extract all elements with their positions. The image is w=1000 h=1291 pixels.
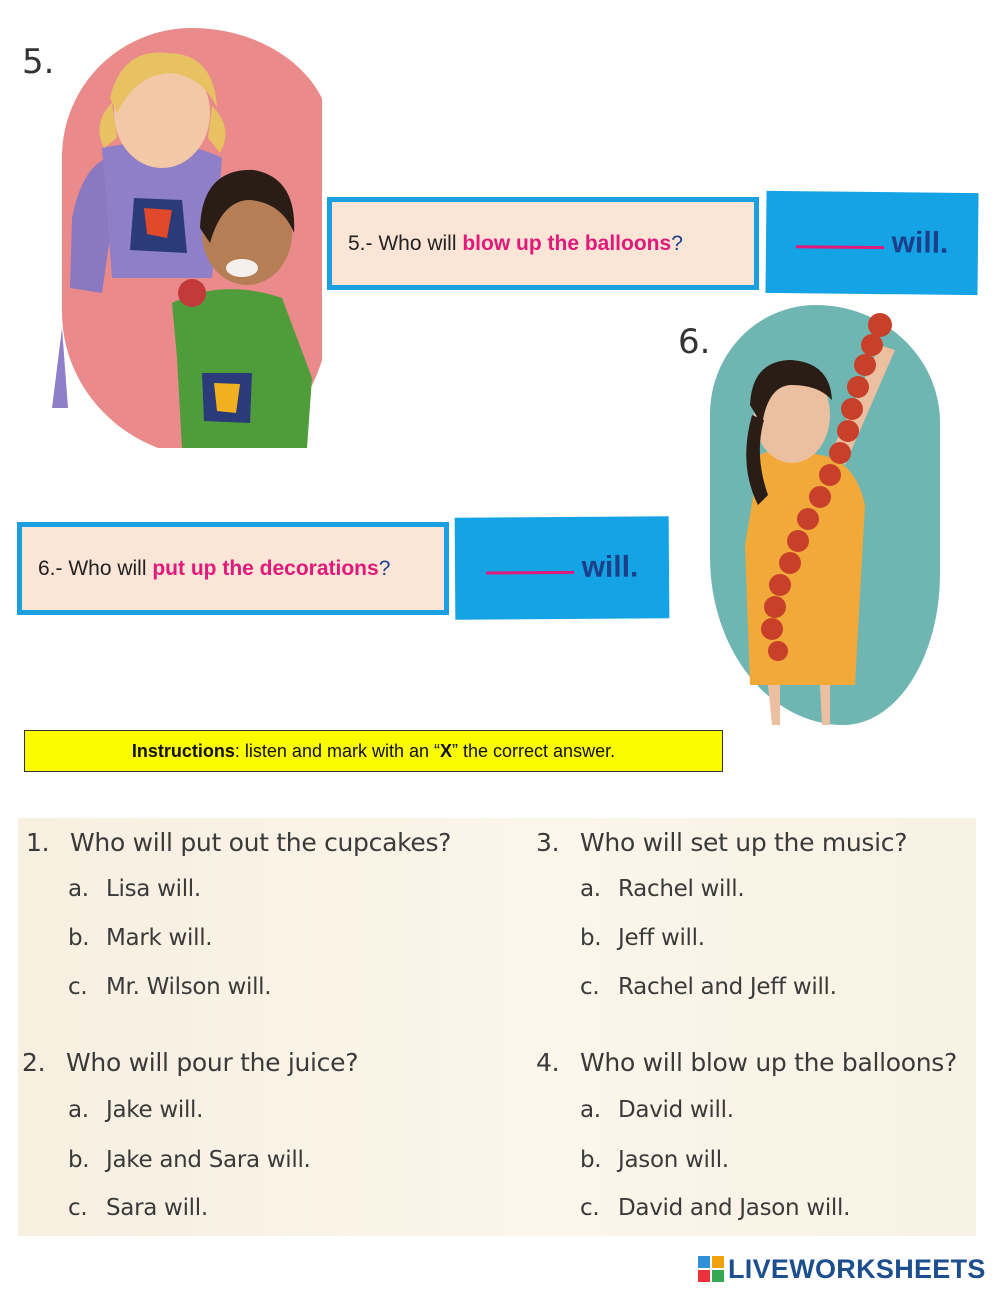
question-5-answer-blank[interactable] <box>796 245 884 249</box>
question-6-suffix: ? <box>378 556 391 580</box>
question-5-prefix: 5.- Who will <box>348 231 463 255</box>
liveworksheets-logo-text: LIVEWORKSHEETS <box>728 1253 986 1284</box>
question-6-answer-tab[interactable] <box>455 516 670 619</box>
question-5-box <box>327 197 759 290</box>
picture-6-illustration <box>680 305 950 730</box>
question-6-answer-blank[interactable] <box>486 570 574 574</box>
question-5-suffix: ? <box>671 231 683 255</box>
quiz-option-2a[interactable]: a. Jake will. <box>68 1097 204 1123</box>
quiz-option-4a[interactable]: a. David will. <box>580 1097 734 1123</box>
instructions-box <box>24 730 723 772</box>
quiz-option-2c[interactable]: c. Sara will. <box>68 1195 208 1221</box>
quiz-option-4c[interactable]: c. David and Jason will. <box>580 1195 851 1221</box>
quiz-panel <box>18 818 976 1236</box>
question-5-highlight: blow up the balloons <box>462 231 672 255</box>
quiz-question-2-text: Who will pour the juice? <box>66 1048 359 1077</box>
quiz-option-2b[interactable]: b. Jake and Sara will. <box>68 1147 311 1173</box>
quiz-question-3-text: Who will set up the music? <box>580 828 908 857</box>
quiz-option-4b[interactable]: b. Jason will. <box>580 1147 729 1173</box>
quiz-question-4-text: Who will blow up the balloons? <box>580 1048 957 1077</box>
quiz-question-1-number: 1. <box>26 828 50 857</box>
quiz-question-1-text: Who will put out the cupcakes? <box>70 828 452 857</box>
question-5-answer-tab[interactable] <box>765 191 978 295</box>
instructions-text-after: ” the correct answer. <box>452 740 616 761</box>
quiz-question-2 <box>22 1048 358 1077</box>
quiz-question-2-number: 2. <box>22 1048 46 1077</box>
question-6-prefix: 6.- Who will <box>38 556 153 580</box>
quiz-option-1c[interactable]: c. Mr. Wilson will. <box>68 974 272 1000</box>
quiz-question-3 <box>536 828 907 857</box>
quiz-question-3-number: 3. <box>536 828 560 857</box>
question-6-answer-word: will. <box>581 550 639 584</box>
quiz-question-1 <box>26 828 451 857</box>
picture-5-illustration <box>22 28 322 448</box>
quiz-option-1b[interactable]: b. Mark will. <box>68 925 213 951</box>
quiz-option-3a[interactable]: a. Rachel will. <box>580 876 745 902</box>
instructions-mark: X <box>440 740 453 761</box>
quiz-option-3c[interactable]: c. Rachel and Jeff will. <box>580 974 837 1000</box>
quiz-question-4-number: 4. <box>536 1048 560 1077</box>
question-6-box <box>17 522 449 615</box>
liveworksheets-logo <box>698 1254 986 1284</box>
question-5-answer-word: will. <box>891 226 949 260</box>
quiz-option-1a[interactable]: a. Lisa will. <box>68 876 201 902</box>
quiz-option-3b[interactable]: b. Jeff will. <box>580 925 705 951</box>
question-6-highlight: put up the decorations <box>152 556 379 580</box>
liveworksheets-logo-icon <box>698 1256 724 1282</box>
quiz-question-4 <box>536 1048 957 1077</box>
picture-6-number: 6. <box>678 322 711 362</box>
instructions-text-before: : listen and mark with an “ <box>234 740 440 761</box>
picture-5-number: 5. <box>22 42 55 82</box>
instructions-label: Instructions <box>131 740 235 761</box>
